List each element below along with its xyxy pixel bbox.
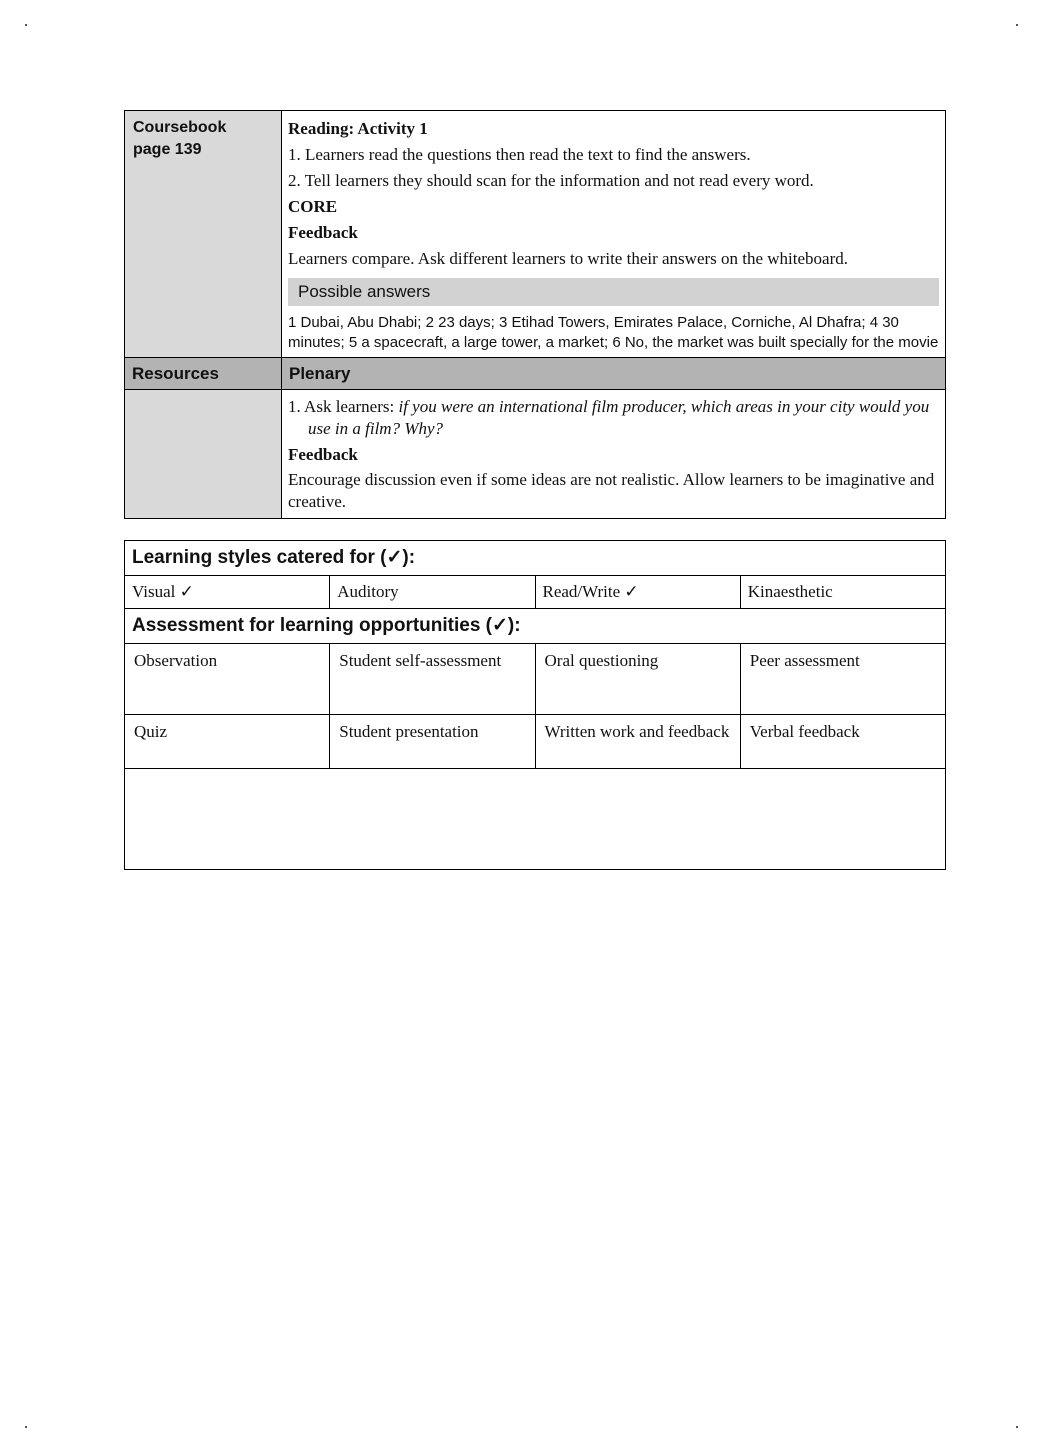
possible-answers-text: 1 Dubai, Abu Dhabi; 2 23 days; 3 Etihad Towers, Emirates Palace, Corniche, Al Dhafra; 4 30 minutes; 5 a spacecraft, a large tower, a market; 6 No, the market was built specially for the movie xyxy=(288,314,939,351)
plenary-feedback-text: Encourage discussion even if some ideas are not realistic. Allow learners to be imaginative and creative. xyxy=(288,470,935,511)
coursebook-label: Coursebook page 139 xyxy=(133,119,227,158)
assessment-row xyxy=(125,643,945,714)
coursebook-cell xyxy=(125,111,282,357)
reading-row xyxy=(125,111,945,357)
learning-style-visual: Visual ✓ xyxy=(125,576,330,608)
crop-mark xyxy=(1016,24,1018,26)
assessment-oral-questioning: Oral questioning xyxy=(536,644,741,714)
assessment-table xyxy=(124,540,946,870)
reading-step-2: 2. Tell learners they should scan for the information and not read every word. xyxy=(288,171,814,190)
assessment-verbal-feedback: Verbal feedback xyxy=(749,722,860,741)
plenary-question: if you were an international film producer, which areas in your city would you use in a film? Why? xyxy=(308,397,930,438)
lesson-plan-table xyxy=(124,110,946,519)
plenary-item: 1. Ask learners: if you were an international film producer, which areas in your city would you use in a film? Why? xyxy=(288,397,930,438)
resources-header-cell xyxy=(125,358,282,389)
assessment-written-work: Written work and feedback xyxy=(536,715,741,768)
assessment-student-presentation: Student presentation xyxy=(330,715,535,768)
crop-mark xyxy=(25,1426,27,1428)
learning-styles-row xyxy=(125,575,945,608)
feedback-text: Learners compare. Ask different learners to write their answers on the whiteboard. xyxy=(288,249,849,268)
plenary-row xyxy=(125,390,945,518)
learning-style-read-write: Read/Write ✓ xyxy=(536,576,741,608)
possible-answers-header: Possible answers xyxy=(288,278,939,306)
feedback-label: Feedback xyxy=(288,223,358,242)
crop-mark xyxy=(1016,1426,1018,1428)
core-label: CORE xyxy=(288,197,338,216)
reading-activity-cell xyxy=(282,111,945,357)
reading-step-1: 1. Learners read the questions then read the text to find the answers. xyxy=(288,145,751,164)
assessment-row xyxy=(125,714,945,768)
crop-mark xyxy=(25,24,27,26)
plenary-cell xyxy=(282,390,945,518)
plenary-title: Plenary xyxy=(289,364,351,383)
resources-cell xyxy=(125,390,282,518)
assessment-self-assessment: Student self-assessment xyxy=(330,644,535,714)
learning-styles-heading: Learning styles catered for (✓): xyxy=(132,547,416,568)
assessment-observation: Observation xyxy=(125,644,330,714)
learning-style-auditory: Auditory xyxy=(330,576,535,608)
reading-title: Reading: Activity 1 xyxy=(288,119,428,138)
plenary-header-cell xyxy=(282,358,945,389)
assessment-peer-assessment: Peer assessment xyxy=(749,651,860,670)
resources-header-row xyxy=(125,357,945,390)
resources-label: Resources xyxy=(132,364,219,383)
assessment-heading: Assessment for learning opportunities (✓): xyxy=(125,608,945,643)
notes-area xyxy=(125,768,945,869)
learning-style-kinaesthetic: Kinaesthetic xyxy=(747,582,833,601)
assessment-quiz: Quiz xyxy=(125,715,330,768)
plenary-feedback-label: Feedback xyxy=(288,445,358,464)
